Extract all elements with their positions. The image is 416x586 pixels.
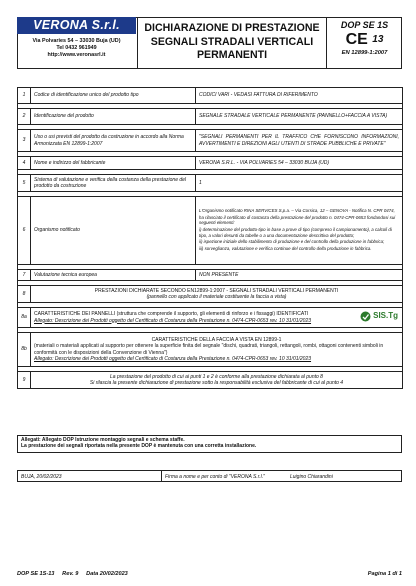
panel-characteristics <box>31 308 403 328</box>
row-label: Nome e indirizzo del fabbricante <box>31 157 196 170</box>
table-row <box>18 286 403 303</box>
row-value: NON PRESENTE <box>196 270 403 281</box>
table-row <box>18 88 403 104</box>
panel-characteristics-annex: Allegato: Descrizione dei Prodotti oggetto del Certificato di Costanza della Prestazione n. 0474-CPR-0653 rev. 10 31/01/2023 <box>34 317 312 324</box>
row-value: VERONA S.R.L. - VIA POLVARIES 54 – 33030 BUJA (UD) <box>196 157 403 170</box>
signature-divider <box>161 471 162 481</box>
row-label: Uso o usi previsti del prodotto da costruzione in accordo alla Norma Armonizzata EN 12899-1:2007 <box>31 130 196 152</box>
row-number: 3 <box>18 130 31 152</box>
notified-body-text <box>196 197 403 265</box>
row-number: 8a <box>18 308 31 328</box>
row-value: CODICI VARI - VEDASI FATTURA DI RIFERIMENTO <box>196 88 403 104</box>
face-characteristics-annex: Allegato: Descrizione dei Prodotti oggetto del Certificato di Costanza della Prestazione n. 0474-CPR-0653 rev. 10 31/01/2023 <box>34 355 312 362</box>
row-label: Organismo notificato <box>31 197 196 265</box>
table-row <box>18 270 403 281</box>
table-row <box>18 197 403 265</box>
ce-mark-text: CE <box>345 31 368 48</box>
row-label: Sistema di valutazione e verifica della costanza della prestazione del prodotto da costruzione <box>31 175 196 192</box>
attachments-line-2: La prestazione dei segnali riportata nella presente DOP è mantenuta con una corretta installazione. <box>21 443 257 450</box>
performance-title: PRESTAZIONI DICHIARATE SECONDO EN12899-1:2007 - SEGNALI STRADALI VERTICALI PERMANENTI <box>94 287 339 294</box>
ce-number: 13 <box>372 34 384 45</box>
signatory-name: Luigino Chiarandini <box>290 474 333 480</box>
dop-code: DOP SE 1S <box>340 20 389 30</box>
notified-line: iii) sorveglianza, valutazione e verifica continue del controllo della produzione in fabbrica. <box>199 246 372 252</box>
row-label: Valutazione tecnica europea <box>31 270 196 281</box>
row-number: 8b <box>18 333 31 367</box>
row-value: SEGNALE STRADALE VERTICALE PERMANENTE (PANNELLO+FACCIA A VISTA) <box>196 109 403 125</box>
dop-block <box>327 17 402 69</box>
face-characteristics-title: CARATTERISTICHE DELLA FACCIA A VISTA EN 12899-1 <box>151 337 282 344</box>
row-number: 9 <box>18 372 31 389</box>
panel-characteristics-title: CARATTERISTICHE DEI PANNELLI (struttura che comprende il supporto, gli elementi di rinforzo e i fissaggi) IDENTIFICATI <box>34 311 309 318</box>
company-website: http://www.veronasrl.it <box>47 52 106 59</box>
ce-mark-icon <box>327 31 402 48</box>
conformity-line-1: La prestazione del prodotto di cui ai punti 1 e 2 è conforme alla prestazione dichiarata al punto 8 <box>110 373 323 380</box>
table-row <box>18 308 403 328</box>
table-row <box>18 333 403 367</box>
table-row <box>18 157 403 170</box>
notified-line: L'Organismo notificato RINA SERVICES S.p.a. – Via Corsica, 12 – GENOVA - Notifica N. CPR 0474, <box>199 208 395 214</box>
face-characteristics-description: (materiali o materiali applicati al supporto per ottenere la superficie finita del segnale "dischi, quadrati, triangoli, rettangoli, rombi, ottagoni contenenti simboli in conformità con le disposizioni della Convenzione di Vienna") <box>34 343 384 356</box>
row-label: Codice di identificazione unico del prodotto tipo <box>31 88 196 104</box>
row-number: 7 <box>18 270 31 281</box>
sistg-logo-text: SIS.Tg <box>373 311 398 321</box>
conformity-line-2: Si rilascia la presente dichiarazione di prestazione sotto la responsabilità esclusiva del fabbricante di cui al punto 4 <box>89 380 344 386</box>
table-row <box>18 175 403 192</box>
company-address: Via Polvaries 54 – 33030 Buja (UD) <box>32 38 121 44</box>
company-logo: VERONA S.r.l. <box>17 17 136 34</box>
row-label: Identificazione del prodotto <box>31 109 196 125</box>
notified-line: i) determinazione del prodotto-tipo in base a prove di tipo (compreso il campionamento), a calcoli di tipo, a valori desunti da tabelle o a una documentazione descrittiva del prodotto; <box>199 227 392 238</box>
row-number: 8 <box>18 286 31 303</box>
table-row <box>18 109 403 125</box>
performance-heading <box>31 286 403 303</box>
company-address-block <box>17 38 136 60</box>
row-value: 1 <box>196 175 403 192</box>
row-value: "SEGNALI PERMANENTI PER IL TRAFFICO CHE FORNISCONO INFORMAZIONI, AVVERTIMENTI E DIREZIONI AGLI UTENTI DI STRADE PUBBLICHE E PRIVATE" <box>196 130 403 152</box>
sistg-logo-icon <box>360 311 371 322</box>
row-number: 4 <box>18 157 31 170</box>
row-number: 5 <box>18 175 31 192</box>
page-footer <box>17 571 402 577</box>
attachments-note <box>17 435 402 453</box>
title-line-3: PERMANENTI <box>196 49 268 61</box>
signature-label: Firma a nome e per conto di "VERONA S.r.l." <box>165 474 265 480</box>
company-phone: Tel 0432 961949 <box>56 45 97 52</box>
face-characteristics <box>31 333 403 367</box>
row-number: 6 <box>18 197 31 265</box>
performance-subtitle: (pannello con applicato il materiale costituente la faccia a vista) <box>146 294 287 300</box>
signature-row <box>17 470 402 482</box>
footer-doc-info: DOP SE 1S-13 Rev. 9 Data 20/02/2023 <box>17 571 128 577</box>
title-line-1: DICHIARAZIONE DI PRESTAZIONE <box>144 22 320 34</box>
page-number: Pagina 1 di 1 <box>367 571 402 577</box>
notified-line: ha rilasciato il certificato di costanza della prestazione del prodotto n. 0474-CPR-0653 fondandosi sui seguenti elementi: <box>199 214 396 226</box>
document-title <box>137 17 327 69</box>
table-row <box>18 372 403 389</box>
norm-reference: EN 12899-1:2007 <box>341 50 388 56</box>
place-date: BUJA, 20/02/2023 <box>21 474 62 480</box>
row-number: 1 <box>18 88 31 104</box>
table-row <box>18 130 403 152</box>
attachments-line-1: Allegati: Allegato DOP Istruzione montaggio segnali e schema staffe. <box>21 437 185 443</box>
title-line-2: SEGNALI STRADALI VERTICALI <box>150 35 314 48</box>
notified-line: ii) ispezione iniziale dello stabilimento di produzione e del controllo della produzione in fabbrica; <box>199 239 385 245</box>
declaration-table <box>17 87 403 389</box>
sistg-logo <box>360 311 398 322</box>
row-number: 2 <box>18 109 31 125</box>
conformity-statement <box>31 372 403 389</box>
